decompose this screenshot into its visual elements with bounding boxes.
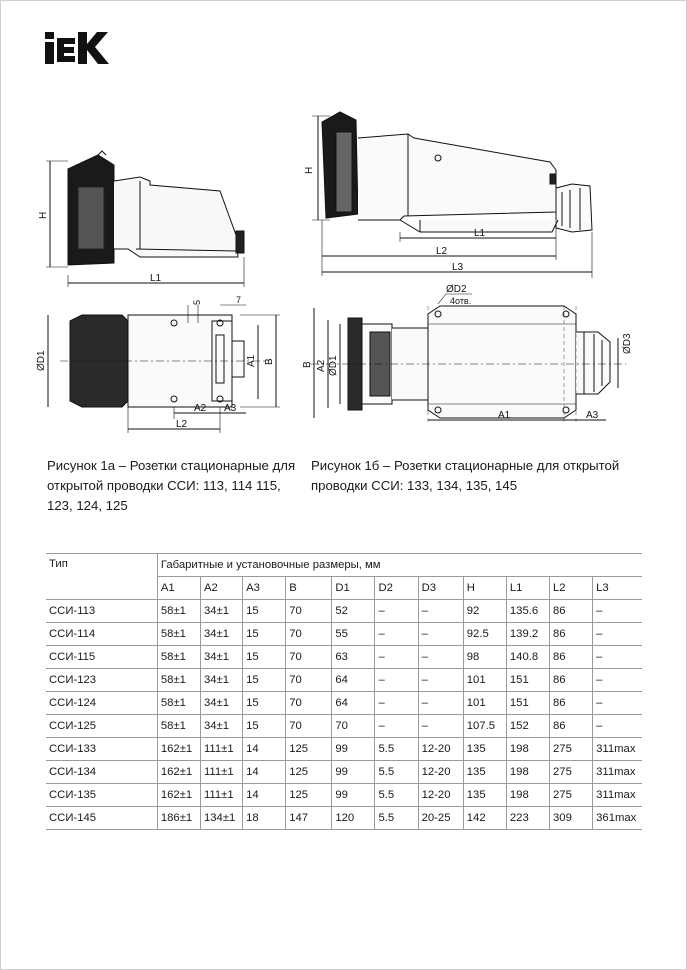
value-cell: 275 bbox=[550, 784, 593, 807]
value-cell: – bbox=[375, 646, 418, 669]
value-cell: 18 bbox=[243, 807, 286, 830]
value-cell: 135.6 bbox=[506, 600, 549, 623]
value-cell: 120 bbox=[332, 807, 375, 830]
value-cell: 70 bbox=[286, 623, 332, 646]
caption-line: открытой проводки ССИ: 113, 114 115, bbox=[47, 478, 281, 493]
value-cell: 70 bbox=[286, 692, 332, 715]
value-cell: 101 bbox=[463, 669, 506, 692]
value-cell: 309 bbox=[550, 807, 593, 830]
value-cell: 86 bbox=[550, 646, 593, 669]
value-cell: 162±1 bbox=[157, 738, 200, 761]
dimensions-group-header: Габаритные и установочные размеры, мм bbox=[157, 554, 642, 577]
fig-a-label-a2: A2 bbox=[194, 403, 207, 414]
value-cell: 12-20 bbox=[418, 738, 463, 761]
value-cell: 64 bbox=[332, 692, 375, 715]
figure-b-top-view bbox=[310, 306, 626, 424]
value-cell: 135 bbox=[463, 738, 506, 761]
value-cell: – bbox=[375, 600, 418, 623]
figure-b-drawing bbox=[300, 108, 633, 430]
dimensions-table bbox=[46, 553, 642, 830]
value-cell: 147 bbox=[286, 807, 332, 830]
value-cell: – bbox=[418, 692, 463, 715]
fig-a-label-h: H bbox=[38, 211, 49, 219]
value-cell: 34±1 bbox=[200, 715, 242, 738]
type-cell: ССИ-135 bbox=[46, 784, 157, 807]
value-cell: 142 bbox=[463, 807, 506, 830]
value-cell: 58±1 bbox=[157, 646, 200, 669]
value-cell: 34±1 bbox=[200, 646, 242, 669]
value-cell: 125 bbox=[286, 738, 332, 761]
value-cell: 198 bbox=[506, 761, 549, 784]
fig-b-label-h: H bbox=[304, 166, 315, 174]
table-row bbox=[46, 646, 642, 669]
value-cell: – bbox=[418, 623, 463, 646]
type-cell: ССИ-114 bbox=[46, 623, 157, 646]
table-row bbox=[46, 807, 642, 830]
value-cell: 92 bbox=[463, 600, 506, 623]
value-cell: 134±1 bbox=[200, 807, 242, 830]
value-cell: 70 bbox=[286, 669, 332, 692]
table-row bbox=[46, 600, 642, 623]
type-cell: ССИ-125 bbox=[46, 715, 157, 738]
caption-line: Рисунок 1а – Розетки стационарные для bbox=[47, 458, 296, 473]
caption-line: Рисунок 1б – Розетки стационарные для открытой bbox=[311, 458, 620, 473]
value-cell: 99 bbox=[332, 738, 375, 761]
fig-b-label-d3: ØD3 bbox=[622, 333, 633, 354]
column-header-d1: D1 bbox=[332, 577, 375, 600]
value-cell: 86 bbox=[550, 715, 593, 738]
table-header bbox=[46, 554, 642, 600]
value-cell: 101 bbox=[463, 692, 506, 715]
value-cell: 52 bbox=[332, 600, 375, 623]
value-cell: 5.5 bbox=[375, 738, 418, 761]
value-cell: – bbox=[375, 669, 418, 692]
value-cell: 125 bbox=[286, 761, 332, 784]
value-cell: 99 bbox=[332, 761, 375, 784]
column-header-b: B bbox=[286, 577, 332, 600]
column-header-a3: A3 bbox=[243, 577, 286, 600]
value-cell: – bbox=[418, 715, 463, 738]
value-cell: 223 bbox=[506, 807, 549, 830]
fig-b-label-l3: L3 bbox=[452, 262, 464, 273]
fig-a-label-5: 5 bbox=[192, 299, 202, 305]
table-row bbox=[46, 623, 642, 646]
value-cell: – bbox=[418, 646, 463, 669]
value-cell: 70 bbox=[286, 600, 332, 623]
table-row bbox=[46, 784, 642, 807]
value-cell: 58±1 bbox=[157, 623, 200, 646]
value-cell: 311max bbox=[593, 784, 642, 807]
value-cell: – bbox=[593, 623, 642, 646]
value-cell: 15 bbox=[243, 715, 286, 738]
value-cell: 14 bbox=[243, 761, 286, 784]
value-cell: 14 bbox=[243, 784, 286, 807]
fig-b-label-b: B bbox=[302, 361, 313, 368]
fig-a-label-a3: A3 bbox=[224, 403, 237, 414]
value-cell: – bbox=[418, 600, 463, 623]
type-cell: ССИ-145 bbox=[46, 807, 157, 830]
value-cell: 15 bbox=[243, 600, 286, 623]
type-cell: ССИ-113 bbox=[46, 600, 157, 623]
value-cell: 111±1 bbox=[200, 784, 242, 807]
value-cell: 86 bbox=[550, 692, 593, 715]
value-cell: 125 bbox=[286, 784, 332, 807]
figure-a-top-view bbox=[60, 315, 270, 407]
column-header-l2: L2 bbox=[550, 577, 593, 600]
column-header-h: H bbox=[463, 577, 506, 600]
fig-b-label-d2: ØD2 bbox=[446, 284, 467, 295]
fig-b-label-a1: A1 bbox=[498, 410, 511, 421]
figure-b-side-view bbox=[322, 112, 592, 232]
value-cell: 198 bbox=[506, 784, 549, 807]
value-cell: 151 bbox=[506, 692, 549, 715]
value-cell: 12-20 bbox=[418, 761, 463, 784]
value-cell: 86 bbox=[550, 669, 593, 692]
value-cell: 135 bbox=[463, 761, 506, 784]
value-cell: 186±1 bbox=[157, 807, 200, 830]
value-cell: 58±1 bbox=[157, 692, 200, 715]
type-cell: ССИ-123 bbox=[46, 669, 157, 692]
value-cell: 34±1 bbox=[200, 600, 242, 623]
value-cell: 99 bbox=[332, 784, 375, 807]
value-cell: 20-25 bbox=[418, 807, 463, 830]
value-cell: 107.5 bbox=[463, 715, 506, 738]
fig-a-label-a1: A1 bbox=[246, 354, 257, 367]
value-cell: 98 bbox=[463, 646, 506, 669]
value-cell: 14 bbox=[243, 738, 286, 761]
fig-a-label-d1: ØD1 bbox=[36, 350, 47, 371]
column-header-l3: L3 bbox=[593, 577, 642, 600]
value-cell: 275 bbox=[550, 761, 593, 784]
value-cell: 70 bbox=[286, 715, 332, 738]
value-cell: 34±1 bbox=[200, 669, 242, 692]
fig-a-label-7: 7 bbox=[236, 295, 242, 305]
type-cell: ССИ-134 bbox=[46, 761, 157, 784]
caption-line: 123, 124, 125 bbox=[47, 498, 128, 513]
value-cell: 58±1 bbox=[157, 600, 200, 623]
type-cell: ССИ-133 bbox=[46, 738, 157, 761]
value-cell: – bbox=[593, 600, 642, 623]
value-cell: 5.5 bbox=[375, 807, 418, 830]
value-cell: 12-20 bbox=[418, 784, 463, 807]
value-cell: 34±1 bbox=[200, 623, 242, 646]
value-cell: 361max bbox=[593, 807, 642, 830]
table-body bbox=[46, 600, 642, 830]
value-cell: 15 bbox=[243, 646, 286, 669]
table-row bbox=[46, 738, 642, 761]
iek-logo bbox=[45, 32, 115, 64]
value-cell: 152 bbox=[506, 715, 549, 738]
value-cell: 5.5 bbox=[375, 761, 418, 784]
value-cell: 135 bbox=[463, 784, 506, 807]
value-cell: – bbox=[375, 715, 418, 738]
fig-b-label-d1: ØD1 bbox=[328, 355, 339, 376]
value-cell: 311max bbox=[593, 738, 642, 761]
fig-b-label-a2: A2 bbox=[316, 359, 327, 372]
value-cell: 140.8 bbox=[506, 646, 549, 669]
value-cell: 70 bbox=[286, 646, 332, 669]
table-row bbox=[46, 761, 642, 784]
fig-a-label-b: B bbox=[264, 358, 275, 365]
value-cell: 15 bbox=[243, 623, 286, 646]
column-header-d3: D3 bbox=[418, 577, 463, 600]
column-header-d2: D2 bbox=[375, 577, 418, 600]
table-row bbox=[46, 715, 642, 738]
column-header-l1: L1 bbox=[506, 577, 549, 600]
value-cell: 139.2 bbox=[506, 623, 549, 646]
type-cell: ССИ-124 bbox=[46, 692, 157, 715]
fig-b-label-l1: L1 bbox=[474, 228, 486, 239]
value-cell: – bbox=[593, 669, 642, 692]
table-row bbox=[46, 669, 642, 692]
figure-b-caption bbox=[311, 456, 619, 496]
value-cell: 64 bbox=[332, 669, 375, 692]
value-cell: 58±1 bbox=[157, 715, 200, 738]
value-cell: 70 bbox=[332, 715, 375, 738]
value-cell: 15 bbox=[243, 669, 286, 692]
value-cell: 92.5 bbox=[463, 623, 506, 646]
value-cell: 55 bbox=[332, 623, 375, 646]
figure-a-caption bbox=[47, 456, 295, 516]
fig-a-label-l1: L1 bbox=[150, 273, 162, 284]
figure-a-side-view bbox=[68, 151, 244, 265]
value-cell: 275 bbox=[550, 738, 593, 761]
value-cell: 151 bbox=[506, 669, 549, 692]
column-header-a2: A2 bbox=[200, 577, 242, 600]
value-cell: 63 bbox=[332, 646, 375, 669]
type-cell: ССИ-115 bbox=[46, 646, 157, 669]
value-cell: 111±1 bbox=[200, 761, 242, 784]
value-cell: – bbox=[418, 669, 463, 692]
fig-b-label-holes: 4отв. bbox=[450, 296, 472, 306]
value-cell: 86 bbox=[550, 623, 593, 646]
value-cell: 198 bbox=[506, 738, 549, 761]
fig-b-label-l2: L2 bbox=[436, 246, 448, 257]
value-cell: 86 bbox=[550, 600, 593, 623]
fig-a-label-l2: L2 bbox=[176, 419, 188, 430]
value-cell: 34±1 bbox=[200, 692, 242, 715]
type-column-header: Тип bbox=[46, 554, 157, 600]
value-cell: 15 bbox=[243, 692, 286, 715]
value-cell: – bbox=[593, 646, 642, 669]
value-cell: 311max bbox=[593, 761, 642, 784]
caption-line: проводки ССИ: 133, 134, 135, 145 bbox=[311, 478, 518, 493]
value-cell: 5.5 bbox=[375, 784, 418, 807]
value-cell: – bbox=[375, 692, 418, 715]
value-cell: 162±1 bbox=[157, 761, 200, 784]
fig-b-label-a3: A3 bbox=[586, 410, 599, 421]
value-cell: – bbox=[375, 623, 418, 646]
column-header-a1: A1 bbox=[157, 577, 200, 600]
value-cell: 111±1 bbox=[200, 738, 242, 761]
value-cell: 162±1 bbox=[157, 784, 200, 807]
value-cell: 58±1 bbox=[157, 669, 200, 692]
value-cell: – bbox=[593, 692, 642, 715]
value-cell: – bbox=[593, 715, 642, 738]
table-row bbox=[46, 692, 642, 715]
figure-a-drawing bbox=[36, 145, 290, 435]
